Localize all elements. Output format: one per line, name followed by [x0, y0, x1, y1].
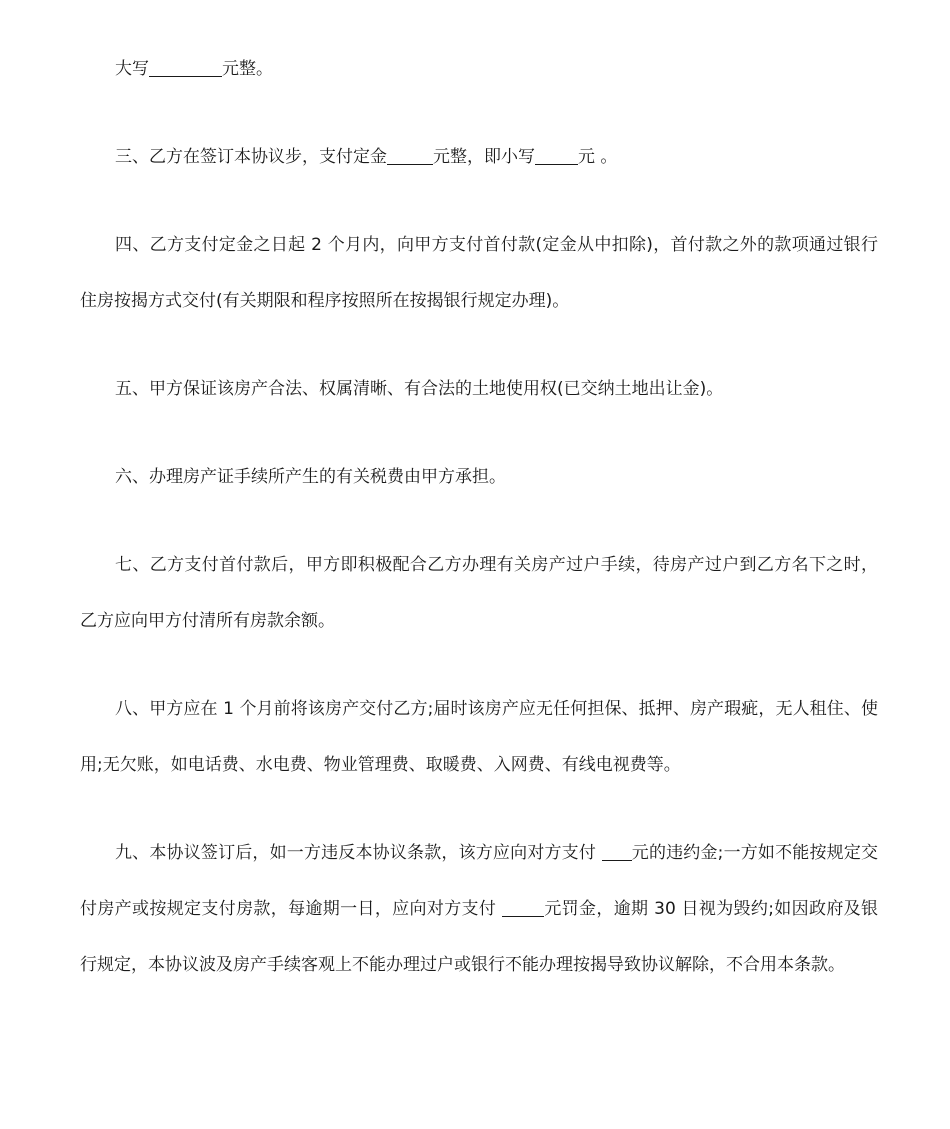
fill-in-blank[interactable] — [535, 146, 578, 165]
paragraph-clause-4: 四、乙方支付定金之日起 2 个月内，向甲方支付首付款(定金从中扣除)，首付款之外的款项通过银行住房按揭方式交付(有关期限和程序按照所在按揭银行规定办理)。 — [80, 235, 878, 311]
text-segment: 元整，即小写 — [433, 147, 535, 167]
text-segment: 元的违约金;一方如不能按规定交付房产或按规定支付房款，每逾期一日，应向对方支付 — [80, 843, 879, 919]
fill-in-blank[interactable] — [149, 58, 222, 77]
paragraph-clause-7: 七、乙方支付首付款后，甲方即积极配合乙方办理有关房产过户手续，待房产过户到乙方名下之时，乙方应向甲方付清所有房款余额。 — [80, 555, 878, 631]
fill-in-blank[interactable] — [502, 898, 544, 917]
paragraph-gap — [80, 417, 878, 449]
fill-in-blank[interactable] — [387, 146, 433, 165]
paragraph-clause-9 — [80, 825, 878, 993]
paragraph-gap — [80, 97, 878, 129]
paragraph-gap — [80, 505, 878, 537]
paragraph-clause-8: 八、甲方应在 1 个月前将该房产交付乙方;届时该房产应无任何担保、抵押、房产瑕疵，无人租住、使用;无欠账，如电话费、水电费、物业管理费、取暖费、入网费、有线电视费等。 — [80, 699, 878, 775]
paragraph-gap — [80, 329, 878, 361]
paragraph-clause-6: 六、办理房产证手续所产生的有关税费由甲方承担。 — [115, 467, 506, 487]
text-segment: 元整。 — [222, 59, 273, 79]
paragraph-gap — [80, 649, 878, 681]
paragraph-gap — [80, 793, 878, 825]
text-segment: 九、本协议签订后，如一方违反本协议条款，该方应向对方支付 — [115, 843, 602, 863]
text-segment: 元罚金，逾期 30 日视为毁约;如因政府及银行规定，本协议波及房产手续客观上不能办理过户或银行不能办理按揭导致协议解除，不合用本条款。 — [80, 899, 879, 975]
text-segment: 元 。 — [578, 147, 618, 167]
paragraph-gap — [80, 185, 878, 217]
paragraph-clause-3 — [80, 129, 878, 185]
paragraph-amount-capital — [80, 0, 878, 97]
paragraph-clause-5: 五、甲方保证该房产合法、权属清晰、有合法的土地使用权(已交纳土地出让金)。 — [115, 379, 724, 399]
text-segment: 三、乙方在签订本协议步，支付定金 — [115, 147, 387, 167]
text-segment: 大写 — [115, 59, 149, 79]
fill-in-blank[interactable] — [602, 842, 632, 861]
